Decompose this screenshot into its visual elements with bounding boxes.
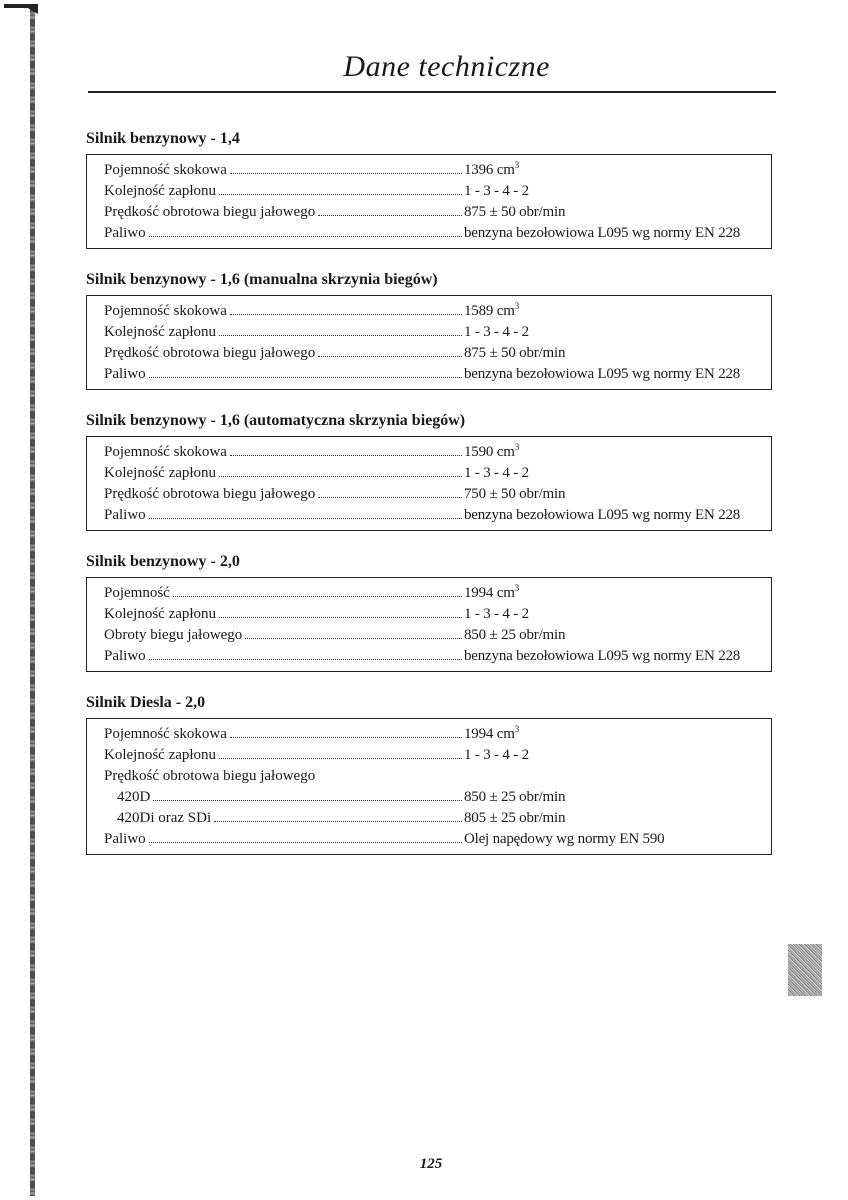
spec-value: 1 - 3 - 4 - 2 <box>464 183 529 199</box>
spec-value-cell <box>464 202 565 223</box>
spec-value: benzyna bezołowiowa L095 wg normy EN 228 <box>464 507 741 523</box>
unit-superscript: 3 <box>514 583 519 593</box>
spec-label-cell <box>104 829 464 850</box>
dot-leader <box>230 737 462 738</box>
dot-leader <box>153 800 462 801</box>
spec-sections <box>86 126 774 873</box>
spec-label: Pojemność skokowa <box>104 444 227 460</box>
spec-table <box>86 718 772 855</box>
spec-label: Kolejność zapłonu <box>104 324 217 340</box>
section-heading: Silnik Diesla - 2,0 <box>86 694 206 711</box>
page-title: Dane techniczne <box>343 50 550 83</box>
binding-edge <box>30 6 35 1196</box>
spec-row <box>104 724 771 745</box>
spec-label-cell <box>104 766 464 787</box>
spec-label: Paliwo <box>104 507 146 523</box>
spec-row <box>104 223 771 244</box>
spec-value: 875 ± 50 obr/min <box>464 345 566 361</box>
dot-leader <box>149 236 462 237</box>
spec-row <box>104 160 771 181</box>
spec-label: 420Di oraz SDi <box>117 810 212 826</box>
dot-leader <box>149 518 462 519</box>
spec-value-cell <box>464 745 529 766</box>
spec-value-cell <box>464 829 664 850</box>
spec-label-cell <box>104 223 464 244</box>
thumb-index-tab <box>788 944 822 996</box>
section-heading: Silnik benzynowy - 2,0 <box>86 553 240 570</box>
spec-label-cell <box>104 484 464 505</box>
spec-label-cell <box>104 181 464 202</box>
spec-label: Paliwo <box>104 225 146 241</box>
spec-value: 1 - 3 - 4 - 2 <box>464 606 529 622</box>
dot-leader <box>318 215 462 216</box>
spec-table <box>86 577 772 672</box>
spec-value-cell <box>464 808 565 829</box>
dot-leader <box>219 476 462 477</box>
spec-value-cell <box>464 322 529 343</box>
spec-label-cell <box>104 787 464 808</box>
dot-leader <box>230 455 462 456</box>
spec-row <box>104 625 771 646</box>
spec-value: 875 ± 50 obr/min <box>464 204 566 220</box>
dot-leader <box>318 356 462 357</box>
section-heading: Silnik benzynowy - 1,4 <box>86 130 240 147</box>
dot-leader <box>219 617 462 618</box>
dot-leader <box>219 758 462 759</box>
spec-value-cell <box>464 604 529 625</box>
spec-value-cell <box>464 646 740 667</box>
spec-value: 850 ± 25 obr/min <box>464 627 566 643</box>
spec-value-cell <box>464 442 519 463</box>
spec-row <box>104 604 771 625</box>
spec-label: Paliwo <box>104 648 146 664</box>
dot-leader <box>149 377 462 378</box>
spec-value-cell <box>464 364 740 385</box>
unit-superscript: 3 <box>514 724 519 734</box>
spec-value: 805 ± 25 obr/min <box>464 810 566 826</box>
spec-value-cell <box>464 463 529 484</box>
spec-table <box>86 295 772 390</box>
spec-value: 1589 cm <box>464 303 515 319</box>
spec-value: 1590 cm <box>464 444 515 460</box>
spec-value: 1396 cm <box>464 162 515 178</box>
spec-label: Pojemność skokowa <box>104 303 227 319</box>
dot-leader <box>230 314 462 315</box>
section-heading: Silnik benzynowy - 1,6 (automatyczna skrzynia biegów) <box>86 412 466 429</box>
spec-value: 1994 cm <box>464 585 515 601</box>
spec-value: benzyna bezołowiowa L095 wg normy EN 228 <box>464 648 741 664</box>
spec-row <box>104 463 771 484</box>
dot-leader <box>219 335 462 336</box>
spec-value: benzyna bezołowiowa L095 wg normy EN 228 <box>464 366 741 382</box>
spec-value-cell <box>464 724 519 745</box>
dot-leader <box>219 194 462 195</box>
spec-value-cell <box>464 583 519 604</box>
spec-label-cell <box>104 724 464 745</box>
spec-row <box>104 829 771 850</box>
spec-label-cell <box>104 322 464 343</box>
spec-row <box>104 646 771 667</box>
spec-table <box>86 436 772 531</box>
dot-leader <box>149 659 462 660</box>
spec-label-cell <box>104 301 464 322</box>
spec-row <box>104 484 771 505</box>
dot-leader <box>230 173 462 174</box>
spec-value: 850 ± 25 obr/min <box>464 789 566 805</box>
unit-superscript: 3 <box>514 301 519 311</box>
spec-label: 420D <box>117 789 151 805</box>
spec-label: Kolejność zapłonu <box>104 606 217 622</box>
spec-label-cell <box>104 364 464 385</box>
spec-label-cell <box>104 583 464 604</box>
spec-label: Prędkość obrotowa biegu jałowego <box>104 768 316 784</box>
spec-row <box>104 787 771 808</box>
spec-value: 750 ± 50 obr/min <box>464 486 566 502</box>
spec-label-cell <box>104 160 464 181</box>
spec-label: Obroty biegu jałowego <box>104 627 243 643</box>
spec-label-cell <box>104 625 464 646</box>
spec-value-cell <box>464 223 740 244</box>
unit-superscript: 3 <box>514 160 519 170</box>
spec-value-cell <box>464 343 565 364</box>
dot-leader <box>149 842 462 843</box>
spec-value: 1 - 3 - 4 - 2 <box>464 465 529 481</box>
spec-row <box>104 364 771 385</box>
spec-row <box>104 301 771 322</box>
spec-label-cell <box>104 463 464 484</box>
spec-label-cell <box>104 343 464 364</box>
spec-label-cell <box>104 646 464 667</box>
spec-label: Pojemność <box>104 585 170 601</box>
spec-row <box>104 808 771 829</box>
spec-label: Pojemność skokowa <box>104 162 227 178</box>
spec-label: Pojemność skokowa <box>104 726 227 742</box>
spec-row <box>104 181 771 202</box>
spec-label: Paliwo <box>104 366 146 382</box>
spec-label: Prędkość obrotowa biegu jałowego <box>104 486 316 502</box>
spec-value-cell <box>464 505 740 526</box>
spec-label: Paliwo <box>104 831 146 847</box>
spec-row <box>104 505 771 526</box>
spec-value-cell <box>464 181 529 202</box>
spec-label-cell <box>104 604 464 625</box>
dot-leader <box>173 596 462 597</box>
spec-label: Prędkość obrotowa biegu jałowego <box>104 204 316 220</box>
page-number: 125 <box>419 1156 443 1172</box>
spec-table <box>86 154 772 249</box>
spec-value: 1994 cm <box>464 726 515 742</box>
spec-row <box>104 583 771 604</box>
spec-row <box>104 442 771 463</box>
unit-superscript: 3 <box>514 442 519 452</box>
spec-label-cell <box>104 808 464 829</box>
spec-label-cell <box>104 202 464 223</box>
dot-leader <box>318 497 462 498</box>
spec-label-cell <box>104 505 464 526</box>
spec-label: Kolejność zapłonu <box>104 465 217 481</box>
spec-value-cell <box>464 787 565 808</box>
spec-row <box>104 343 771 364</box>
spec-value-cell <box>464 625 565 646</box>
spec-label: Kolejność zapłonu <box>104 183 217 199</box>
spec-row <box>104 202 771 223</box>
spec-value: 1 - 3 - 4 - 2 <box>464 747 529 763</box>
dot-leader <box>245 638 462 639</box>
spec-label-cell <box>104 745 464 766</box>
spec-value: 1 - 3 - 4 - 2 <box>464 324 529 340</box>
title-rule <box>88 91 776 93</box>
spec-value-cell <box>464 484 565 505</box>
spec-row <box>104 766 771 787</box>
spec-label-cell <box>104 442 464 463</box>
spec-value: benzyna bezołowiowa L095 wg normy EN 228 <box>464 225 741 241</box>
spec-row <box>104 322 771 343</box>
spec-value-cell <box>464 301 519 322</box>
dot-leader <box>214 821 462 822</box>
section-heading: Silnik benzynowy - 1,6 (manualna skrzynia biegów) <box>86 271 438 288</box>
spec-row <box>104 745 771 766</box>
spec-label: Prędkość obrotowa biegu jałowego <box>104 345 316 361</box>
spec-value-cell <box>464 160 519 181</box>
spec-label: Kolejność zapłonu <box>104 747 217 763</box>
spec-value: Olej napędowy wg normy EN 590 <box>464 831 665 847</box>
